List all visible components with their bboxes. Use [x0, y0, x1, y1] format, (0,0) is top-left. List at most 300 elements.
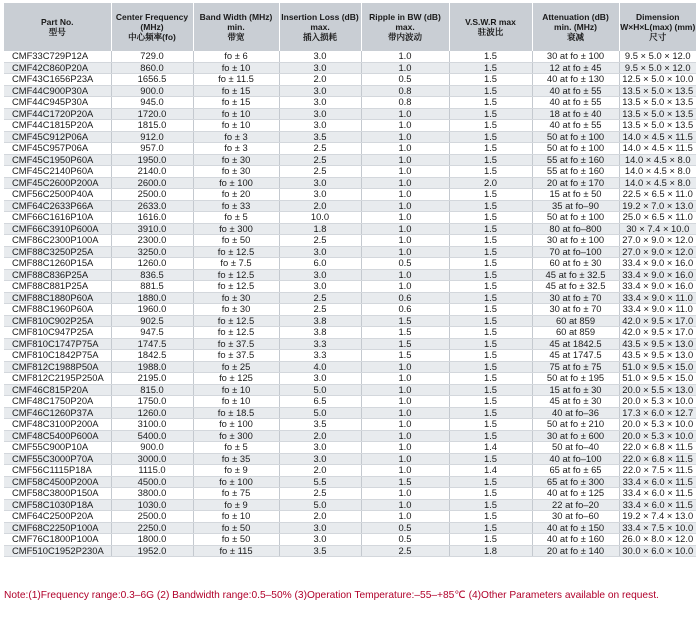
cell-attenuation: 45 at 1842.5 — [532, 338, 619, 350]
cell-vswr: 1.5 — [449, 74, 532, 86]
cell-band-width: fo ± 5 — [193, 212, 279, 224]
header-label-cn: 带宽 — [227, 32, 245, 42]
cell-band-width: fo ± 75 — [193, 488, 279, 500]
cell-attenuation: 40 at fo ± 55 — [532, 120, 619, 132]
header-label-en: Center Frequency (MHz) — [115, 12, 189, 32]
cell-dimension: 51.0 × 9.5 × 15.0 — [619, 373, 696, 385]
cell-band-width: fo ± 20 — [193, 189, 279, 201]
cell-vswr: 1.5 — [449, 338, 532, 350]
cell-band-width: fo ± 100 — [193, 476, 279, 488]
cell-vswr: 1.5 — [449, 235, 532, 247]
cell-insertion-loss: 3.5 — [279, 419, 361, 431]
cell-insertion-loss: 3.0 — [279, 281, 361, 293]
cell-dimension: 26.0 × 8.0 × 12.0 — [619, 534, 696, 546]
cell-center-frequency: 945.0 — [111, 97, 193, 109]
cell-insertion-loss: 2.0 — [279, 511, 361, 523]
cell-insertion-loss: 10.0 — [279, 212, 361, 224]
cell-attenuation: 30 at fo ± 100 — [532, 51, 619, 62]
table-row — [4, 177, 696, 189]
cell-dimension: 51.0 × 9.5 × 15.0 — [619, 361, 696, 373]
cell-attenuation: 55 at fo ± 160 — [532, 154, 619, 166]
table-body — [4, 51, 696, 557]
table-row — [4, 246, 696, 258]
cell-vswr: 1.5 — [449, 189, 532, 201]
table-row — [4, 488, 696, 500]
header-label-cn: 型号 — [48, 27, 66, 37]
cell-insertion-loss: 2.5 — [279, 143, 361, 155]
cell-vswr: 1.5 — [449, 350, 532, 362]
table-row — [4, 373, 696, 385]
cell-attenuation: 20 at fo ± 170 — [532, 177, 619, 189]
cell-attenuation: 75 at fo ± 75 — [532, 361, 619, 373]
cell-part-no: CMF58C4500P200A — [4, 476, 111, 488]
cell-ripple: 1.5 — [361, 327, 449, 339]
cell-ripple: 1.0 — [361, 269, 449, 281]
table-row — [4, 315, 696, 327]
cell-part-no: CMF64C2633P66A — [4, 200, 111, 212]
cell-center-frequency: 1115.0 — [111, 465, 193, 477]
cell-insertion-loss: 3.0 — [279, 522, 361, 534]
cell-center-frequency: 1960.0 — [111, 304, 193, 316]
cell-center-frequency: 2300.0 — [111, 235, 193, 247]
cell-band-width: fo ± 25 — [193, 361, 279, 373]
cell-ripple: 1.0 — [361, 120, 449, 132]
header-ripple — [361, 3, 449, 51]
cell-ripple: 1.5 — [361, 350, 449, 362]
cell-attenuation: 65 at fo ± 65 — [532, 465, 619, 477]
cell-part-no: CMF42C860P20A — [4, 62, 111, 74]
table-row — [4, 212, 696, 224]
cell-ripple: 0.5 — [361, 534, 449, 546]
cell-attenuation: 15 at fo ± 30 — [532, 384, 619, 396]
cell-ripple: 1.0 — [361, 373, 449, 385]
cell-attenuation: 40 at fo ± 130 — [532, 74, 619, 86]
cell-vswr: 1.5 — [449, 304, 532, 316]
cell-center-frequency: 900.0 — [111, 442, 193, 454]
table-row — [4, 235, 696, 247]
cell-attenuation: 40 at fo ± 150 — [532, 522, 619, 534]
cell-attenuation: 50 at fo ± 100 — [532, 143, 619, 155]
cell-center-frequency: 1750.0 — [111, 396, 193, 408]
cell-attenuation: 20 at fo ± 140 — [532, 545, 619, 557]
cell-ripple: 1.0 — [361, 384, 449, 396]
cell-dimension: 33.4 × 9.0 × 11.0 — [619, 292, 696, 304]
cell-dimension: 14.0 × 4.5 × 8.0 — [619, 154, 696, 166]
cell-insertion-loss: 2.5 — [279, 166, 361, 178]
cell-vswr: 1.5 — [449, 97, 532, 109]
cell-part-no: CMF44C1720P20A — [4, 108, 111, 120]
cell-center-frequency: 2633.0 — [111, 200, 193, 212]
cell-vswr: 1.5 — [449, 453, 532, 465]
table-row — [4, 74, 696, 86]
cell-band-width: fo ± 300 — [193, 430, 279, 442]
cell-part-no: CMF56C1115P18A — [4, 465, 111, 477]
filter-spec-table — [4, 3, 696, 557]
cell-insertion-loss: 3.0 — [279, 534, 361, 546]
cell-ripple: 1.0 — [361, 465, 449, 477]
cell-attenuation: 30 at fo–60 — [532, 511, 619, 523]
cell-vswr: 1.5 — [449, 407, 532, 419]
table-row — [4, 166, 696, 178]
table-row — [4, 97, 696, 109]
cell-insertion-loss: 2.0 — [279, 74, 361, 86]
cell-center-frequency: 729.0 — [111, 51, 193, 62]
cell-insertion-loss: 2.0 — [279, 465, 361, 477]
cell-vswr: 1.5 — [449, 212, 532, 224]
cell-dimension: 9.5 × 5.0 × 12.0 — [619, 51, 696, 62]
cell-insertion-loss: 3.8 — [279, 327, 361, 339]
cell-part-no: CMF55C3000P70A — [4, 453, 111, 465]
table-row — [4, 200, 696, 212]
cell-vswr: 1.4 — [449, 442, 532, 454]
cell-part-no: CMF46C1260P37A — [4, 407, 111, 419]
cell-part-no: CMF45C912P06A — [4, 131, 111, 143]
cell-part-no: CMF88C3250P25A — [4, 246, 111, 258]
cell-dimension: 43.5 × 9.5 × 13.0 — [619, 350, 696, 362]
cell-part-no: CMF44C945P30A — [4, 97, 111, 109]
table-row — [4, 108, 696, 120]
cell-ripple: 1.0 — [361, 281, 449, 293]
cell-insertion-loss: 3.0 — [279, 177, 361, 189]
cell-part-no: CMF58C1030P18A — [4, 499, 111, 511]
cell-center-frequency: 900.0 — [111, 85, 193, 97]
cell-band-width: fo ± 15 — [193, 97, 279, 109]
cell-attenuation: 60 at fo ± 30 — [532, 258, 619, 270]
cell-vswr: 1.5 — [449, 85, 532, 97]
cell-dimension: 13.5 × 5.0 × 13.5 — [619, 120, 696, 132]
table-row — [4, 85, 696, 97]
cell-vswr: 1.5 — [449, 315, 532, 327]
table-row — [4, 442, 696, 454]
cell-dimension: 22.5 × 6.5 × 11.0 — [619, 189, 696, 201]
cell-center-frequency: 3250.0 — [111, 246, 193, 258]
cell-part-no: CMF45C957P06A — [4, 143, 111, 155]
cell-dimension: 14.0 × 4.5 × 11.5 — [619, 131, 696, 143]
cell-band-width: fo ± 5 — [193, 442, 279, 454]
cell-dimension: 22.0 × 6.8 × 11.5 — [619, 453, 696, 465]
cell-insertion-loss: 3.0 — [279, 120, 361, 132]
cell-dimension: 33.4 × 6.0 × 11.5 — [619, 499, 696, 511]
cell-insertion-loss: 3.0 — [279, 246, 361, 258]
cell-dimension: 17.3 × 6.0 × 12.7 — [619, 407, 696, 419]
header-label-cn: 插入损耗 — [302, 32, 337, 42]
cell-band-width: fo ± 12.5 — [193, 269, 279, 281]
cell-vswr: 2.0 — [449, 177, 532, 189]
cell-part-no: CMF55C900P10A — [4, 442, 111, 454]
cell-insertion-loss: 3.8 — [279, 315, 361, 327]
cell-center-frequency: 2600.0 — [111, 177, 193, 189]
table-row — [4, 476, 696, 488]
cell-part-no: CMF88C1260P15A — [4, 258, 111, 270]
cell-center-frequency: 1260.0 — [111, 258, 193, 270]
cell-dimension: 33.4 × 9.0 × 16.0 — [619, 258, 696, 270]
cell-part-no: CMF810C1842P75A — [4, 350, 111, 362]
cell-attenuation: 50 at fo ± 100 — [532, 131, 619, 143]
cell-band-width: fo ± 33 — [193, 200, 279, 212]
cell-part-no: CMF44C900P30A — [4, 85, 111, 97]
cell-part-no: CMF45C2600P200A — [4, 177, 111, 189]
cell-center-frequency: 836.5 — [111, 269, 193, 281]
cell-center-frequency: 881.5 — [111, 281, 193, 293]
cell-ripple: 1.0 — [361, 246, 449, 258]
cell-attenuation: 45 at fo ± 32.5 — [532, 281, 619, 293]
header-label-en: Attenuation (dB) min. (MHz) — [542, 12, 609, 32]
header-label-cn: 尺寸 — [649, 32, 667, 42]
table-row — [4, 189, 696, 201]
cell-dimension: 33.4 × 6.0 × 11.5 — [619, 488, 696, 500]
cell-center-frequency: 957.0 — [111, 143, 193, 155]
table-row — [4, 292, 696, 304]
cell-part-no: CMF86C2300P100A — [4, 235, 111, 247]
cell-part-no: CMF45C1950P60A — [4, 154, 111, 166]
cell-attenuation: 45 at 1747.5 — [532, 350, 619, 362]
table-row — [4, 499, 696, 511]
cell-center-frequency: 1950.0 — [111, 154, 193, 166]
cell-attenuation: 35 at fo–90 — [532, 200, 619, 212]
cell-dimension: 25.0 × 6.5 × 11.0 — [619, 212, 696, 224]
cell-part-no: CMF66C3910P600A — [4, 223, 111, 235]
cell-dimension: 43.5 × 9.5 × 13.0 — [619, 338, 696, 350]
cell-ripple: 1.0 — [361, 143, 449, 155]
cell-center-frequency: 3100.0 — [111, 419, 193, 431]
table-row — [4, 407, 696, 419]
cell-dimension: 14.0 × 4.5 × 8.0 — [619, 177, 696, 189]
cell-band-width: fo ± 50 — [193, 522, 279, 534]
table-row — [4, 120, 696, 132]
cell-band-width: fo ± 3 — [193, 143, 279, 155]
cell-dimension: 27.0 × 9.0 × 12.0 — [619, 246, 696, 258]
cell-band-width: fo ± 12.5 — [193, 315, 279, 327]
cell-center-frequency: 1988.0 — [111, 361, 193, 373]
cell-band-width: fo ± 12.5 — [193, 327, 279, 339]
header-vswr — [449, 3, 532, 51]
cell-attenuation: 15 at fo ± 50 — [532, 189, 619, 201]
cell-part-no: CMF46C815P20A — [4, 384, 111, 396]
cell-band-width: fo ± 9 — [193, 465, 279, 477]
cell-band-width: fo ± 10 — [193, 120, 279, 132]
cell-part-no: CMF48C1750P20A — [4, 396, 111, 408]
cell-dimension: 42.0 × 9.5 × 17.0 — [619, 315, 696, 327]
cell-dimension: 19.2 × 7.4 × 13.0 — [619, 511, 696, 523]
cell-vswr: 1.5 — [449, 534, 532, 546]
cell-dimension: 20.0 × 5.5 × 13.0 — [619, 384, 696, 396]
cell-band-width: fo ± 6 — [193, 51, 279, 62]
cell-center-frequency: 1800.0 — [111, 534, 193, 546]
table-row — [4, 51, 696, 62]
header-insertion-loss — [279, 3, 361, 51]
table-row — [4, 511, 696, 523]
cell-insertion-loss: 3.0 — [279, 453, 361, 465]
table-row — [4, 281, 696, 293]
cell-part-no: CMF58C3800P150A — [4, 488, 111, 500]
cell-vswr: 1.5 — [449, 476, 532, 488]
table-row — [4, 453, 696, 465]
table-row — [4, 522, 696, 534]
cell-center-frequency: 3800.0 — [111, 488, 193, 500]
cell-vswr: 1.5 — [449, 430, 532, 442]
cell-part-no: CMF812C1988P50A — [4, 361, 111, 373]
cell-dimension: 13.5 × 5.0 × 13.5 — [619, 85, 696, 97]
cell-dimension: 19.2 × 7.0 × 13.0 — [619, 200, 696, 212]
table-row — [4, 338, 696, 350]
cell-dimension: 20.0 × 5.3 × 10.0 — [619, 396, 696, 408]
cell-part-no: CMF43C1656P23A — [4, 74, 111, 86]
cell-band-width: fo ± 18.5 — [193, 407, 279, 419]
cell-ripple: 0.8 — [361, 85, 449, 97]
cell-ripple: 0.8 — [361, 97, 449, 109]
cell-part-no: CMF76C1800P100A — [4, 534, 111, 546]
cell-band-width: fo ± 30 — [193, 304, 279, 316]
cell-band-width: fo ± 30 — [193, 292, 279, 304]
cell-center-frequency: 947.5 — [111, 327, 193, 339]
table-row — [4, 304, 696, 316]
cell-part-no: CMF48C5400P600A — [4, 430, 111, 442]
table-row — [4, 545, 696, 557]
cell-center-frequency: 1030.0 — [111, 499, 193, 511]
cell-center-frequency: 3000.0 — [111, 453, 193, 465]
cell-dimension: 33.4 × 9.0 × 16.0 — [619, 281, 696, 293]
header-part-no — [4, 3, 111, 51]
cell-insertion-loss: 6.5 — [279, 396, 361, 408]
cell-attenuation: 65 at fo ± 300 — [532, 476, 619, 488]
cell-vswr: 1.5 — [449, 373, 532, 385]
cell-attenuation: 60 at 859 — [532, 327, 619, 339]
cell-vswr: 1.5 — [449, 154, 532, 166]
cell-vswr: 1.5 — [449, 384, 532, 396]
cell-band-width: fo ± 50 — [193, 235, 279, 247]
header-center-frequency — [111, 3, 193, 51]
cell-ripple: 1.0 — [361, 488, 449, 500]
cell-vswr: 1.5 — [449, 62, 532, 74]
header-label-en: Ripple in BW (dB) max. — [369, 12, 441, 32]
table-row — [4, 465, 696, 477]
cell-insertion-loss: 6.0 — [279, 258, 361, 270]
table-row — [4, 419, 696, 431]
cell-insertion-loss: 2.5 — [279, 488, 361, 500]
cell-center-frequency: 4500.0 — [111, 476, 193, 488]
header-row — [4, 3, 696, 51]
table-row — [4, 534, 696, 546]
header-label-cn: 衰减 — [566, 32, 584, 42]
cell-insertion-loss: 3.3 — [279, 350, 361, 362]
cell-band-width: fo ± 100 — [193, 419, 279, 431]
cell-band-width: fo ± 10 — [193, 62, 279, 74]
cell-vswr: 1.5 — [449, 396, 532, 408]
cell-ripple: 2.5 — [361, 545, 449, 557]
cell-part-no: CMF66C1616P10A — [4, 212, 111, 224]
header-label-en: Part No. — [40, 17, 74, 27]
cell-attenuation: 80 at fo–800 — [532, 223, 619, 235]
cell-center-frequency: 815.0 — [111, 384, 193, 396]
cell-insertion-loss: 5.0 — [279, 384, 361, 396]
cell-ripple: 1.0 — [361, 189, 449, 201]
cell-attenuation: 70 at fo–100 — [532, 246, 619, 258]
cell-ripple: 1.0 — [361, 51, 449, 62]
cell-part-no: CMF810C1747P75A — [4, 338, 111, 350]
header-label-en: Dimension W×H×L(max) (mm) — [620, 12, 696, 32]
cell-band-width: fo ± 12.5 — [193, 246, 279, 258]
cell-ripple: 1.0 — [361, 396, 449, 408]
cell-vswr: 1.5 — [449, 499, 532, 511]
cell-attenuation: 50 at fo–40 — [532, 442, 619, 454]
cell-band-width: fo ± 300 — [193, 223, 279, 235]
cell-insertion-loss: 3.0 — [279, 373, 361, 385]
cell-attenuation: 40 at fo ± 125 — [532, 488, 619, 500]
cell-ripple: 1.0 — [361, 419, 449, 431]
cell-ripple: 1.0 — [361, 361, 449, 373]
cell-vswr: 1.5 — [449, 361, 532, 373]
cell-ripple: 1.0 — [361, 108, 449, 120]
table-row — [4, 350, 696, 362]
cell-band-width: fo ± 3 — [193, 131, 279, 143]
cell-part-no: CMF33C729P12A — [4, 51, 111, 62]
cell-ripple: 1.0 — [361, 131, 449, 143]
cell-insertion-loss: 3.0 — [279, 108, 361, 120]
cell-ripple: 0.5 — [361, 258, 449, 270]
cell-ripple: 1.0 — [361, 212, 449, 224]
cell-attenuation: 40 at fo–100 — [532, 453, 619, 465]
cell-insertion-loss: 3.0 — [279, 189, 361, 201]
cell-band-width: fo ± 7.5 — [193, 258, 279, 270]
cell-vswr: 1.5 — [449, 269, 532, 281]
cell-attenuation: 60 at 859 — [532, 315, 619, 327]
cell-ripple: 1.0 — [361, 235, 449, 247]
cell-dimension: 30 × 7.4 × 10.0 — [619, 223, 696, 235]
cell-part-no: CMF88C881P25A — [4, 281, 111, 293]
cell-ripple: 1.0 — [361, 154, 449, 166]
cell-ripple: 0.5 — [361, 74, 449, 86]
cell-insertion-loss: 3.0 — [279, 97, 361, 109]
cell-attenuation: 18 at fo ± 40 — [532, 108, 619, 120]
cell-insertion-loss: 3.0 — [279, 269, 361, 281]
cell-vswr: 1.5 — [449, 120, 532, 132]
cell-dimension: 42.0 × 9.5 × 17.0 — [619, 327, 696, 339]
cell-band-width: fo ± 125 — [193, 373, 279, 385]
cell-part-no: CMF45C2140P60A — [4, 166, 111, 178]
cell-dimension: 22.0 × 6.8 × 11.5 — [619, 442, 696, 454]
cell-ripple: 1.5 — [361, 338, 449, 350]
cell-vswr: 1.5 — [449, 200, 532, 212]
cell-vswr: 1.5 — [449, 488, 532, 500]
cell-attenuation: 40 at fo ± 55 — [532, 97, 619, 109]
cell-attenuation: 45 at fo ± 30 — [532, 396, 619, 408]
cell-dimension: 33.4 × 9.0 × 16.0 — [619, 269, 696, 281]
cell-part-no: CMF44C1815P20A — [4, 120, 111, 132]
cell-attenuation: 40 at fo ± 55 — [532, 85, 619, 97]
table-row — [4, 269, 696, 281]
cell-ripple: 1.0 — [361, 177, 449, 189]
cell-dimension: 14.0 × 4.5 × 8.0 — [619, 166, 696, 178]
table-row — [4, 384, 696, 396]
cell-ripple: 1.0 — [361, 453, 449, 465]
cell-band-width: fo ± 100 — [193, 177, 279, 189]
cell-vswr: 1.5 — [449, 511, 532, 523]
cell-part-no: CMF810C902P25A — [4, 315, 111, 327]
cell-insertion-loss: 3.0 — [279, 85, 361, 97]
cell-vswr: 1.4 — [449, 465, 532, 477]
cell-ripple: 1.0 — [361, 200, 449, 212]
cell-insertion-loss: 2.5 — [279, 292, 361, 304]
cell-dimension: 33.4 × 9.0 × 11.0 — [619, 304, 696, 316]
cell-center-frequency: 2195.0 — [111, 373, 193, 385]
cell-dimension: 20.0 × 5.3 × 10.0 — [619, 419, 696, 431]
cell-vswr: 1.5 — [449, 246, 532, 258]
cell-ripple: 1.0 — [361, 223, 449, 235]
cell-attenuation: 45 at fo ± 32.5 — [532, 269, 619, 281]
cell-attenuation: 12 at fo ± 45 — [532, 62, 619, 74]
header-band-width — [193, 3, 279, 51]
footnote: Note:(1)Frequency range:0.3–6G (2) Bandwidth range:0.5–50% (3)Operation Temperature:–55–+85℃ (4)Other Parameters available on request. — [4, 590, 659, 601]
